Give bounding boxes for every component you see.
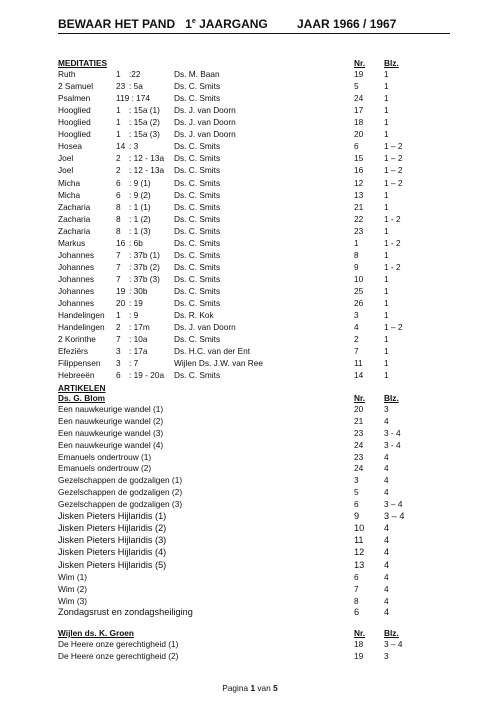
article-title: Jisken Pieters Hijlaridis (1) <box>58 510 167 521</box>
article-title: Emanuels ondertrouw (2) <box>58 463 152 474</box>
meditatie-row <box>58 213 458 225</box>
issue-number: 21 <box>354 201 364 212</box>
chapter: 7 <box>116 261 121 272</box>
footer-page-number: 1 <box>250 683 256 693</box>
header-title-main: BEWAAR HET PAND <box>58 17 176 31</box>
chapter: 6 <box>116 370 121 381</box>
article-title: Wim (1) <box>58 572 88 582</box>
artikel-row <box>58 546 458 558</box>
issue-number: 20 <box>354 129 364 140</box>
author: Ds. C. Smits <box>174 81 221 91</box>
author: Ds. J. van Doorn <box>174 129 236 140</box>
artikel-row <box>58 451 458 463</box>
meditatie-row <box>58 285 458 297</box>
page-number: 1 – 2 <box>384 165 403 176</box>
chapter: 7 <box>116 273 121 284</box>
issue-number: 10 <box>354 522 365 533</box>
issue-number: 24 <box>354 93 364 104</box>
artikel-row <box>58 427 458 439</box>
issue-number: 19 <box>354 650 364 661</box>
verse-reference: : 7 <box>129 358 139 369</box>
page-number: 1 <box>384 370 389 381</box>
page-number: 1 – 2 <box>384 141 403 152</box>
chapter: 119 : 174 <box>116 93 150 104</box>
issue-number: 6 <box>354 572 359 582</box>
verse-reference: : 9 (2) <box>129 189 151 200</box>
meditatie-row <box>58 345 458 357</box>
meditatie-row <box>58 201 458 213</box>
author: Ds. C. Smits <box>174 285 221 296</box>
article-title: Jisken Pieters Hijlaridis (2) <box>58 522 167 533</box>
issue-number: 16 <box>354 165 364 176</box>
page-number: 1 – 2 <box>384 322 403 333</box>
verse-reference: :22 <box>129 69 141 79</box>
artikel-row <box>58 415 458 427</box>
author: Ds. C. Smits <box>174 201 221 212</box>
author: Ds. J. van Doorn <box>174 117 236 128</box>
issue-number: 4 <box>354 322 359 333</box>
artikel-row <box>58 650 458 662</box>
page-number: 1 <box>384 69 389 79</box>
article-title: Een nauwkeurige wandel (2) <box>58 416 164 427</box>
chapter: 23 <box>116 81 126 91</box>
issue-number: 23 <box>354 225 364 236</box>
page-number: 4 <box>384 535 390 546</box>
issue-number: 25 <box>354 285 364 296</box>
artikel-row <box>58 638 458 650</box>
artikel-row <box>58 510 458 522</box>
author: Ds. J. van Doorn <box>174 105 236 116</box>
artikel-row <box>58 498 458 510</box>
column-header-blz: Blz. <box>384 393 399 404</box>
article-title: Gezelschappen de godzaligen (1) <box>58 475 183 486</box>
artikel-row <box>58 606 458 618</box>
author: Ds. C. Smits <box>174 298 221 308</box>
chapter: 2 <box>116 165 121 176</box>
issue-number: 18 <box>354 117 364 128</box>
page-number: 1 <box>384 225 389 236</box>
article-title: Emanuels ondertrouw (1) <box>58 451 152 462</box>
issue-number: 23 <box>354 451 364 462</box>
issue-number: 5 <box>354 486 359 497</box>
artikel-row <box>58 403 458 415</box>
meditatie-row <box>58 104 458 116</box>
bible-book: Zacharia <box>58 225 91 236</box>
meditatie-row <box>58 225 458 237</box>
header-year-suffix: e <box>191 18 196 25</box>
meditatie-row <box>58 273 458 285</box>
bible-book: Joel <box>58 153 74 164</box>
author: Ds. C. Smits <box>174 213 221 224</box>
issue-number: 12 <box>354 177 364 188</box>
verse-reference: : 37b (1) <box>129 249 160 260</box>
page-number: 3 - 4 <box>384 427 401 438</box>
page-number: 4 <box>384 475 389 486</box>
article-title: Wim (2) <box>58 583 88 594</box>
bible-book: Handelingen <box>58 310 105 320</box>
chapter: 14 <box>116 141 126 152</box>
header-year-range: JAAR 1966 / 1967 <box>297 17 397 31</box>
issue-number: 3 <box>354 310 359 320</box>
chapter: 19 <box>116 285 126 296</box>
meditatie-row <box>58 116 458 128</box>
verse-reference: : 12 - 13a <box>129 153 165 164</box>
issue-number: 6 <box>354 607 360 618</box>
bible-book: Hooglied <box>58 105 91 116</box>
verse-reference: : 37b (3) <box>129 273 160 284</box>
bible-book: Psalmen <box>58 93 91 104</box>
bible-book: Joel <box>58 165 74 176</box>
page-number: 1 <box>384 189 389 200</box>
bible-book: Johannes <box>58 273 94 284</box>
page-number: 1 - 2 <box>384 261 401 272</box>
page-header <box>58 17 450 34</box>
artikel-row <box>58 474 458 486</box>
verse-reference: : 1 (2) <box>129 213 151 224</box>
meditatie-row <box>58 140 458 152</box>
chapter: 3 <box>116 346 121 357</box>
meditatie-row <box>58 92 458 104</box>
article-title: Jisken Pieters Hijlaridis (3) <box>58 535 167 546</box>
bible-book: 2 Samuel <box>58 81 94 91</box>
page-number: 4 <box>384 595 389 606</box>
page-number: 4 <box>384 572 389 582</box>
bible-book: Zacharia <box>58 213 91 224</box>
article-title: De Heere onze gerechtigheid (1) <box>58 638 179 649</box>
chapter: 20 <box>116 298 126 308</box>
meditatie-row <box>58 68 458 80</box>
meditatie-row <box>58 309 458 321</box>
issue-number: 22 <box>354 213 364 224</box>
chapter: 8 <box>116 201 121 212</box>
artikel-row <box>58 439 458 451</box>
chapter: 1 <box>116 310 121 320</box>
artikel-row <box>58 559 458 571</box>
verse-reference: : 6b <box>129 237 143 248</box>
page-number: 4 <box>384 547 390 558</box>
issue-number: 15 <box>354 153 364 164</box>
bible-book: Efeziërs <box>58 346 88 357</box>
issue-number: 18 <box>354 638 364 649</box>
issue-number: 11 <box>354 535 364 546</box>
verse-reference: : 1 (3) <box>129 225 151 236</box>
author: Ds. C. Smits <box>174 261 221 272</box>
article-author: Wijlen ds. K. Groen <box>58 627 134 638</box>
page-number: 1 <box>384 285 389 296</box>
meditatie-row <box>58 80 458 92</box>
column-header-nr: Nr. <box>354 627 366 638</box>
author: Ds. C. Smits <box>174 165 221 176</box>
verse-reference: : 17a <box>129 346 148 357</box>
issue-number: 13 <box>354 559 365 570</box>
author: Ds. C. Smits <box>174 225 221 236</box>
chapter: 8 <box>116 225 121 236</box>
author: Ds. C. Smits <box>174 237 221 248</box>
verse-reference: : 5a <box>129 81 143 91</box>
header-year-number: 1 <box>185 17 192 31</box>
issue-number: 1 <box>354 237 359 248</box>
page-number: 4 <box>384 559 390 570</box>
page-number: 4 <box>384 522 390 533</box>
chapter: 6 <box>116 177 121 188</box>
issue-number: 26 <box>354 298 364 308</box>
page-number: 1 <box>384 358 389 369</box>
verse-reference: : 3 <box>129 141 139 152</box>
artikel-row <box>58 522 458 534</box>
issue-number: 6 <box>354 141 359 152</box>
bible-book: Johannes <box>58 249 94 260</box>
page-number: 1 - 2 <box>384 213 401 224</box>
page-number: 3 - 4 <box>384 439 401 450</box>
author: Wijlen Ds. J.W. van Ree <box>174 358 263 369</box>
issue-number: 6 <box>354 498 359 509</box>
verse-reference: : 10a <box>129 334 148 345</box>
meditatie-row <box>58 177 458 189</box>
page-number: 1 <box>384 298 389 308</box>
page-number: 3 – 4 <box>384 498 403 509</box>
issue-number: 20 <box>354 404 364 415</box>
chapter: 7 <box>116 334 121 345</box>
verse-reference: : 17m <box>129 322 150 333</box>
artikel-row <box>58 583 458 595</box>
page-number: 1 <box>384 81 389 91</box>
article-author: Ds. G. Blom <box>58 393 106 404</box>
author: Ds. R. Kok <box>174 310 214 320</box>
page-number: 1 - 2 <box>384 237 401 248</box>
article-title: Jisken Pieters Hijlaridis (5) <box>58 559 167 570</box>
issue-number: 14 <box>354 370 364 381</box>
footer-middle: van <box>257 683 271 693</box>
page-number: 1 <box>384 249 389 260</box>
page-number: 1 <box>384 334 389 345</box>
author: Ds. H.C. van der Ent <box>174 346 251 357</box>
author: Ds. M. Baan <box>174 69 220 79</box>
issue-number: 9 <box>354 261 359 272</box>
chapter: 1 <box>116 69 121 79</box>
chapter: 2 <box>116 322 121 333</box>
issue-number: 8 <box>354 595 359 606</box>
bible-book: Micha <box>58 177 81 188</box>
chapter: 8 <box>116 213 121 224</box>
issue-number: 17 <box>354 105 364 116</box>
author: Ds. C. Smits <box>174 334 221 345</box>
bible-book: Handelingen <box>58 322 105 333</box>
bible-book: Ruth <box>58 69 76 79</box>
page-number: 1 <box>384 129 389 140</box>
meditatie-row <box>58 128 458 140</box>
issue-number: 13 <box>354 189 364 200</box>
page-number: 1 <box>384 346 389 357</box>
bible-book: Micha <box>58 189 81 200</box>
issue-number: 24 <box>354 439 364 450</box>
bible-book: Hebreeën <box>58 370 95 381</box>
chapter: 16 <box>116 237 126 248</box>
author: Ds. C. Smits <box>174 141 221 152</box>
meditatie-row <box>58 164 458 176</box>
page-number: 4 <box>384 607 390 618</box>
issue-number: 7 <box>354 583 359 594</box>
issue-number: 8 <box>354 249 359 260</box>
page-number: 4 <box>384 463 389 474</box>
column-header-blz: Blz. <box>384 627 399 638</box>
verse-reference: : 1 (1) <box>129 201 151 212</box>
bible-book: 2 Korinthe <box>58 334 96 345</box>
meditatie-row <box>58 189 458 201</box>
bible-book: Hooglied <box>58 129 91 140</box>
page-number: 3 <box>384 404 389 415</box>
column-header-nr: Nr. <box>354 393 366 404</box>
page-number: 4 <box>384 416 389 427</box>
verse-reference: : 9 (1) <box>129 177 151 188</box>
issue-number: 19 <box>354 69 364 79</box>
issue-number: 23 <box>354 427 364 438</box>
artikel-row <box>58 571 458 583</box>
article-title: Jisken Pieters Hijlaridis (4) <box>58 547 167 558</box>
page-number: 3 – 4 <box>384 510 405 521</box>
issue-number: 21 <box>354 416 364 427</box>
issue-number: 12 <box>354 547 365 558</box>
column-header-nr: Nr. <box>354 58 366 68</box>
meditatie-row <box>58 249 458 261</box>
page-number: 1 <box>384 310 389 320</box>
chapter: 1 <box>116 129 121 140</box>
author: Ds. C. Smits <box>174 189 221 200</box>
verse-reference: : 12 - 13a <box>129 165 165 176</box>
meditatie-row <box>58 357 458 369</box>
verse-reference: : 19 - 20a <box>129 370 165 381</box>
article-title: Een nauwkeurige wandel (3) <box>58 427 164 438</box>
article-title: Wim (3) <box>58 595 88 606</box>
meditatie-row <box>58 237 458 249</box>
footer-prefix: Pagina <box>222 683 249 693</box>
bible-book: Zacharia <box>58 201 91 212</box>
page-number: 1 <box>384 273 389 284</box>
page-number: 1 <box>384 201 389 212</box>
article-title: De Heere onze gerechtigheid (2) <box>58 650 179 661</box>
verse-reference: : 15a (2) <box>129 117 160 128</box>
issue-number: 2 <box>354 334 359 345</box>
meditatie-row <box>58 369 458 381</box>
bible-book: Hooglied <box>58 117 91 128</box>
chapter: 1 <box>116 105 121 116</box>
artikel-row <box>58 486 458 498</box>
page-number: 1 <box>384 105 389 116</box>
author: Ds. C. Smits <box>174 93 221 104</box>
chapter: 3 <box>116 358 121 369</box>
column-header-blz: Blz. <box>384 58 399 68</box>
section-heading-artikelen: ARTIKELEN <box>58 383 106 394</box>
issue-number: 7 <box>354 346 359 357</box>
verse-reference: : 15a (3) <box>129 129 160 140</box>
verse-reference: : 19 <box>129 298 143 308</box>
bible-book: Filippensen <box>58 358 101 369</box>
artikel-row <box>58 534 458 546</box>
page-number: 3 – 4 <box>384 638 403 649</box>
author: Ds. C. Smits <box>174 177 221 188</box>
page-footer <box>0 682 500 694</box>
article-title: Een nauwkeurige wandel (4) <box>58 439 164 450</box>
page-number: 1 <box>384 117 389 128</box>
bible-book: Johannes <box>58 298 94 308</box>
issue-number: 9 <box>354 510 360 521</box>
article-title: Zondagsrust en zondagsheiliging <box>58 607 193 618</box>
page-number: 3 <box>384 650 389 661</box>
meditatie-row <box>58 152 458 164</box>
footer-total-pages: 5 <box>273 683 278 693</box>
verse-reference: : 37b (2) <box>129 261 160 272</box>
issue-number: 11 <box>354 358 363 369</box>
meditatie-row <box>58 297 458 309</box>
page-number: 4 <box>384 583 389 594</box>
issue-number: 5 <box>354 81 359 91</box>
meditatie-row <box>58 321 458 333</box>
chapter: 7 <box>116 249 121 260</box>
bible-book: Johannes <box>58 261 94 272</box>
bible-book: Hosea <box>58 141 82 152</box>
author: Ds. C. Smits <box>174 153 221 164</box>
verse-reference: : 9 <box>129 310 139 320</box>
artikel-row <box>58 462 458 474</box>
chapter: 2 <box>116 153 121 164</box>
issue-number: 24 <box>354 463 364 474</box>
page-number: 1 – 2 <box>384 153 403 164</box>
bible-book: Markus <box>58 237 86 248</box>
article-title: Een nauwkeurige wandel (1) <box>58 404 164 415</box>
header-year-word: JAARGANG <box>199 17 268 31</box>
meditatie-row <box>58 333 458 345</box>
issue-number: 10 <box>354 273 364 284</box>
author: Ds. J. van Doorn <box>174 322 236 333</box>
page-number: 1 – 2 <box>384 177 403 188</box>
issue-number: 3 <box>354 475 359 486</box>
chapter: 6 <box>116 189 121 200</box>
header-title <box>58 17 268 32</box>
chapter: 1 <box>116 117 121 128</box>
section-heading-meditaties: MEDITATIES <box>58 58 108 68</box>
page-number: 1 <box>384 93 389 104</box>
author: Ds. C. Smits <box>174 273 221 284</box>
article-title: Gezelschappen de godzaligen (2) <box>58 486 183 497</box>
bible-book: Johannes <box>58 285 94 296</box>
author: Ds. C. Smits <box>174 249 221 260</box>
page-number: 4 <box>384 451 389 462</box>
article-title: Gezelschappen de godzaligen (3) <box>58 498 183 509</box>
author: Ds. C. Smits <box>174 370 221 381</box>
page-number: 4 <box>384 486 389 497</box>
artikel-row <box>58 595 458 607</box>
meditatie-row <box>58 261 458 273</box>
verse-reference: : 15a (1) <box>129 105 160 116</box>
verse-reference: : 30b <box>129 285 148 296</box>
